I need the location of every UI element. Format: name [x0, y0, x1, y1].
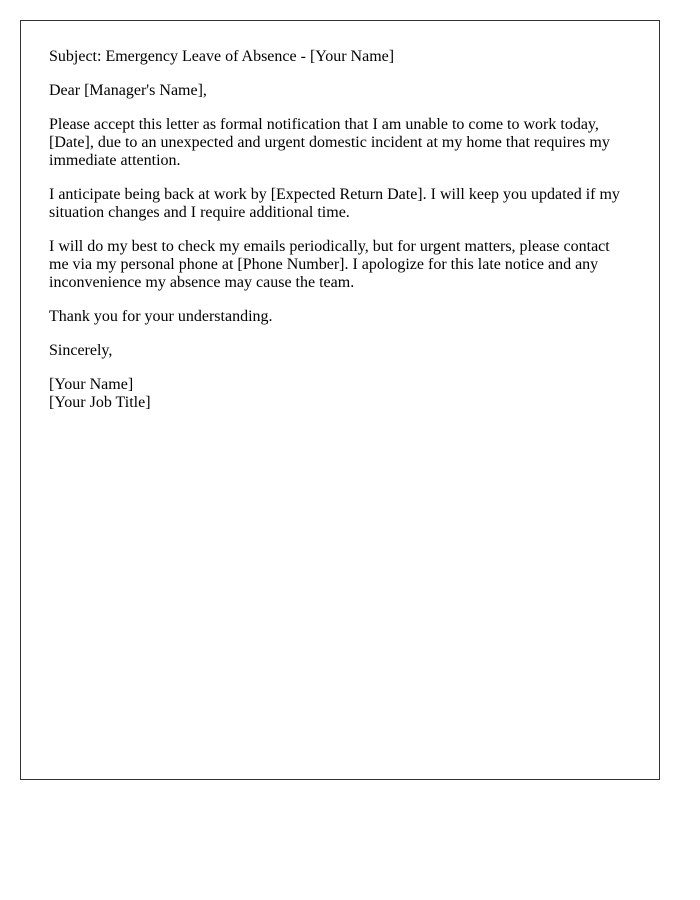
- thanks-line: Thank you for your understanding.: [49, 308, 273, 325]
- signature-block: [49, 376, 631, 412]
- signature-name: [Your Name]: [49, 376, 134, 393]
- body-paragraph-contact: I will do my best to check my emails periodically, but for urgent matters, please contact me via my personal phone at [Phone Number]. I apologize for this late notice and any inconvenience my absence may cause the team.: [49, 238, 610, 291]
- body-paragraph-notification: Please accept this letter as formal notification that I am unable to come to work today, [Date], due to an unexpected and urgent domestic incident at my home that requires my immediate attention.: [49, 116, 610, 169]
- signature-job-title: [Your Job Title]: [49, 394, 151, 411]
- subject-line: Subject: Emergency Leave of Absence - [Your Name]: [49, 48, 395, 65]
- salutation: Dear [Manager's Name],: [49, 82, 207, 99]
- letter-document: [20, 20, 660, 780]
- closing: Sincerely,: [49, 342, 113, 359]
- body-paragraph-return-date: I anticipate being back at work by [Expected Return Date]. I will keep you updated if my situation changes and I require additional time.: [49, 186, 620, 221]
